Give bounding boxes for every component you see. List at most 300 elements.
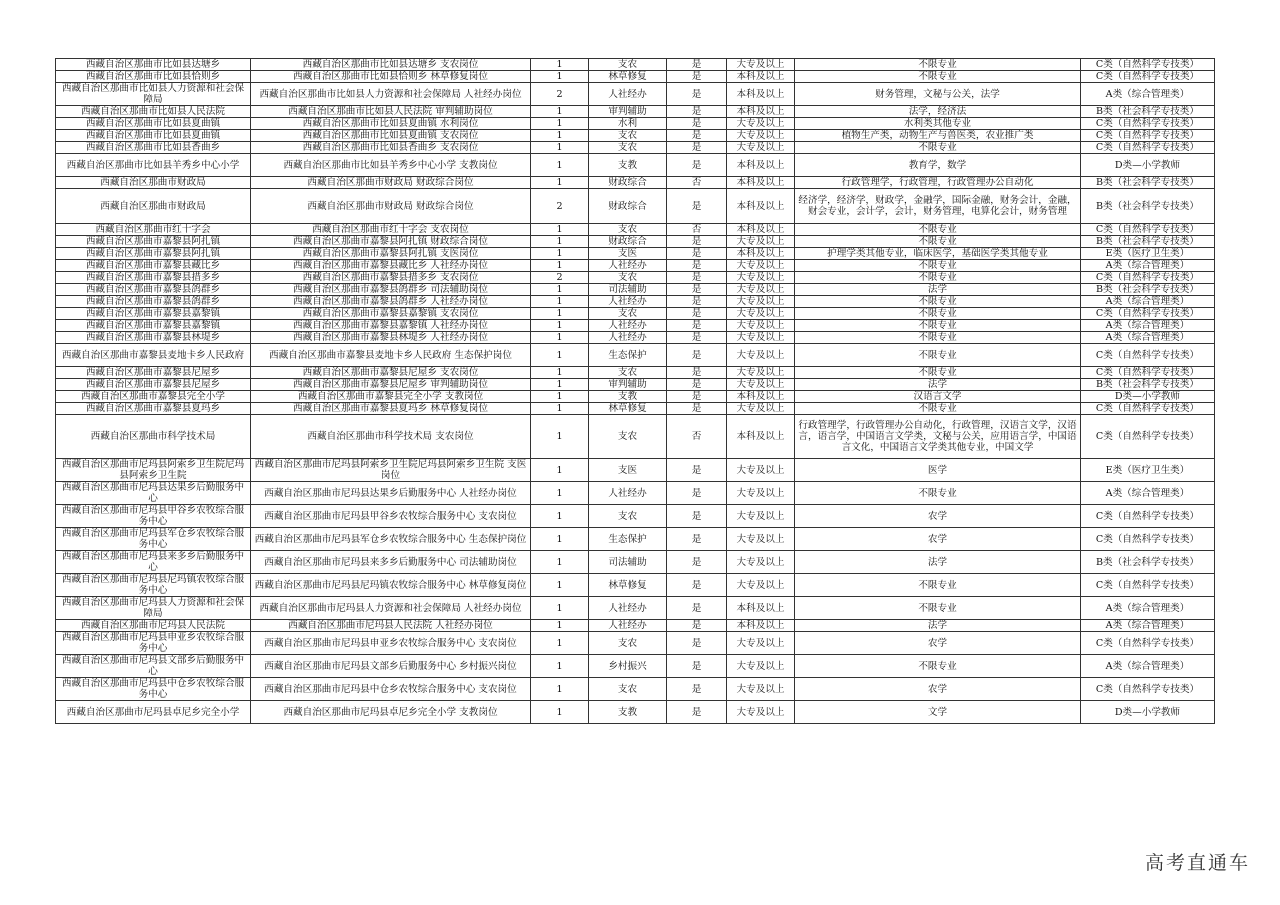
requirement-cell: 是 [667,154,727,177]
headcount-cell: 1 [531,284,589,296]
headcount-cell: 1 [531,459,589,482]
headcount-cell: 1 [531,678,589,701]
headcount-cell: 1 [531,118,589,130]
post-type-cell: 人社经办 [589,83,667,106]
category-cell: C类（自然科学专技类） [1081,71,1215,83]
major-cell: 不限专业 [795,344,1081,367]
department-cell: 西藏自治区那曲市比如县羊秀乡中心小学 [56,154,251,177]
education-cell: 大专及以上 [727,678,795,701]
table-row [56,620,1215,632]
requirement-cell: 是 [667,551,727,574]
post-name-cell: 西藏自治区那曲市红十字会 支农岗位 [251,224,531,236]
education-cell: 大专及以上 [727,574,795,597]
education-cell: 大专及以上 [727,284,795,296]
education-cell: 本科及以上 [727,71,795,83]
education-cell: 大专及以上 [727,320,795,332]
education-cell: 大专及以上 [727,379,795,391]
post-name-cell: 西藏自治区那曲市尼玛县军仓乡农牧综合服务中心 生态保护岗位 [251,528,531,551]
requirement-cell: 是 [667,379,727,391]
department-cell: 西藏自治区那曲市嘉黎县措多乡 [56,272,251,284]
category-cell: A类（综合管理类） [1081,296,1215,308]
major-cell: 不限专业 [795,236,1081,248]
post-name-cell: 西藏自治区那曲市尼玛县中仓乡农牧综合服务中心 支农岗位 [251,678,531,701]
education-cell: 大专及以上 [727,142,795,154]
major-cell: 法学 [795,620,1081,632]
major-cell: 农学 [795,632,1081,655]
post-type-cell: 人社经办 [589,320,667,332]
post-type-cell: 支医 [589,248,667,260]
department-cell: 西藏自治区那曲市嘉黎县林堤乡 [56,332,251,344]
headcount-cell: 1 [531,106,589,118]
category-cell: B类（社会科学专技类） [1081,284,1215,296]
headcount-cell: 1 [531,574,589,597]
department-cell: 西藏自治区那曲市尼玛县人民法院 [56,620,251,632]
post-type-cell: 林草修复 [589,71,667,83]
post-name-cell: 西藏自治区那曲市嘉黎县措多乡 支农岗位 [251,272,531,284]
post-type-cell: 司法辅助 [589,284,667,296]
post-name-cell: 西藏自治区那曲市嘉黎县麦地卡乡人民政府 生态保护岗位 [251,344,531,367]
requirement-cell: 是 [667,459,727,482]
major-cell: 法学，经济法 [795,106,1081,118]
category-cell: C类（自然科学专技类） [1081,224,1215,236]
education-cell: 大专及以上 [727,403,795,415]
major-cell: 法学 [795,551,1081,574]
category-cell: C类（自然科学专技类） [1081,505,1215,528]
post-name-cell: 西藏自治区那曲市尼玛县卓尼乡完全小学 支教岗位 [251,701,531,724]
requirement-cell: 是 [667,632,727,655]
department-cell: 西藏自治区那曲市尼玛县中仓乡农牧综合服务中心 [56,678,251,701]
headcount-cell: 1 [531,391,589,403]
table-row [56,391,1215,403]
major-cell: 医学 [795,459,1081,482]
category-cell: D类—小学教师 [1081,701,1215,724]
headcount-cell: 1 [531,379,589,391]
post-type-cell: 人社经办 [589,597,667,620]
category-cell: D类—小学教师 [1081,154,1215,177]
table-row [56,224,1215,236]
category-cell: C类（自然科学专技类） [1081,344,1215,367]
requirement-cell: 是 [667,308,727,320]
category-cell: C类（自然科学专技类） [1081,308,1215,320]
requirement-cell: 是 [667,284,727,296]
post-type-cell: 支医 [589,459,667,482]
major-cell: 不限专业 [795,260,1081,272]
table-row [56,236,1215,248]
headcount-cell: 1 [531,224,589,236]
post-name-cell: 西藏自治区那曲市尼玛县甲谷乡农牧综合服务中心 支农岗位 [251,505,531,528]
education-cell: 大专及以上 [727,236,795,248]
post-name-cell: 西藏自治区那曲市比如县香曲乡 支农岗位 [251,142,531,154]
requirement-cell: 是 [667,655,727,678]
post-name-cell: 西藏自治区那曲市尼玛县来多乡后勤服务中心 司法辅助岗位 [251,551,531,574]
table-row [56,177,1215,189]
major-cell: 不限专业 [795,296,1081,308]
headcount-cell: 1 [531,177,589,189]
table-row [56,106,1215,118]
major-cell: 不限专业 [795,308,1081,320]
department-cell: 西藏自治区那曲市尼玛县来多乡后勤服务中心 [56,551,251,574]
headcount-cell: 1 [531,236,589,248]
table-row [56,260,1215,272]
table-row [56,551,1215,574]
category-cell: D类—小学教师 [1081,391,1215,403]
department-cell: 西藏自治区那曲市嘉黎县尼屋乡 [56,379,251,391]
post-type-cell: 林草修复 [589,403,667,415]
category-cell: A类（综合管理类） [1081,83,1215,106]
table-row [56,189,1215,224]
table-row [56,320,1215,332]
headcount-cell: 1 [531,551,589,574]
major-cell: 植物生产类，动物生产与兽医类，农业推广类 [795,130,1081,142]
post-type-cell: 支教 [589,701,667,724]
major-cell: 行政管理学，行政管理，行政管理办公自动化 [795,177,1081,189]
table-row [56,482,1215,505]
major-cell: 财务管理，文秘与公关，法学 [795,83,1081,106]
post-name-cell: 西藏自治区那曲市尼玛县阿索乡卫生院尼玛县阿索乡卫生院 支医岗位 [251,459,531,482]
education-cell: 本科及以上 [727,106,795,118]
table-row [56,83,1215,106]
table-row [56,272,1215,284]
post-type-cell: 支农 [589,415,667,459]
department-cell: 西藏自治区那曲市尼玛县尼玛镇农牧综合服务中心 [56,574,251,597]
major-cell: 不限专业 [795,403,1081,415]
post-name-cell: 西藏自治区那曲市嘉黎县嘉黎镇 人社经办岗位 [251,320,531,332]
post-type-cell: 生态保护 [589,344,667,367]
category-cell: B类（社会科学专技类） [1081,551,1215,574]
post-name-cell: 西藏自治区那曲市嘉黎县尼屋乡 支农岗位 [251,367,531,379]
department-cell: 西藏自治区那曲市比如县夏曲镇 [56,118,251,130]
category-cell: A类（综合管理类） [1081,655,1215,678]
major-cell: 不限专业 [795,272,1081,284]
department-cell: 西藏自治区那曲市比如县人民法院 [56,106,251,118]
category-cell: C类（自然科学专技类） [1081,528,1215,551]
major-cell: 农学 [795,678,1081,701]
education-cell: 大专及以上 [727,332,795,344]
table-row [56,655,1215,678]
table-row [56,367,1215,379]
post-name-cell: 西藏自治区那曲市尼玛县文部乡后勤服务中心 乡村振兴岗位 [251,655,531,678]
headcount-cell: 1 [531,597,589,620]
department-cell: 西藏自治区那曲市嘉黎县夏玛乡 [56,403,251,415]
post-type-cell: 支农 [589,224,667,236]
education-cell: 大专及以上 [727,344,795,367]
post-name-cell: 西藏自治区那曲市嘉黎县鸽群乡 人社经办岗位 [251,296,531,308]
headcount-cell: 1 [531,701,589,724]
positions-table [55,58,1215,724]
requirement-cell: 是 [667,391,727,403]
table-row [56,459,1215,482]
education-cell: 本科及以上 [727,620,795,632]
table-row [56,118,1215,130]
post-name-cell: 西藏自治区那曲市嘉黎县藏比乡 人社经办岗位 [251,260,531,272]
department-cell: 西藏自治区那曲市财政局 [56,189,251,224]
category-cell: B类（社会科学专技类） [1081,189,1215,224]
requirement-cell: 是 [667,528,727,551]
headcount-cell: 1 [531,344,589,367]
category-cell: A类（综合管理类） [1081,320,1215,332]
major-cell: 法学 [795,284,1081,296]
education-cell: 大专及以上 [727,130,795,142]
headcount-cell: 1 [531,59,589,71]
table-row [56,597,1215,620]
table-row [56,142,1215,154]
post-name-cell: 西藏自治区那曲市财政局 财政综合岗位 [251,177,531,189]
post-name-cell: 西藏自治区那曲市嘉黎县阿扎镇 支医岗位 [251,248,531,260]
requirement-cell: 否 [667,224,727,236]
headcount-cell: 1 [531,248,589,260]
category-cell: C类（自然科学专技类） [1081,130,1215,142]
category-cell: C类（自然科学专技类） [1081,118,1215,130]
major-cell: 护理学类其他专业，临床医学，基础医学类其他专业 [795,248,1081,260]
post-type-cell: 支教 [589,391,667,403]
table-row [56,296,1215,308]
post-name-cell: 西藏自治区那曲市比如县人力资源和社会保障局 人社经办岗位 [251,83,531,106]
education-cell: 本科及以上 [727,83,795,106]
post-type-cell: 支农 [589,272,667,284]
department-cell: 西藏自治区那曲市嘉黎县阿扎镇 [56,236,251,248]
headcount-cell: 1 [531,632,589,655]
education-cell: 大专及以上 [727,296,795,308]
table-row [56,248,1215,260]
post-type-cell: 人社经办 [589,482,667,505]
headcount-cell: 1 [531,505,589,528]
requirement-cell: 是 [667,260,727,272]
category-cell: C类（自然科学专技类） [1081,59,1215,71]
education-cell: 大专及以上 [727,701,795,724]
table-row [56,284,1215,296]
category-cell: A类（综合管理类） [1081,260,1215,272]
headcount-cell: 1 [531,308,589,320]
post-type-cell: 支教 [589,154,667,177]
headcount-cell: 1 [531,367,589,379]
headcount-cell: 2 [531,189,589,224]
major-cell: 农学 [795,505,1081,528]
education-cell: 大专及以上 [727,59,795,71]
requirement-cell: 是 [667,142,727,154]
requirement-cell: 否 [667,415,727,459]
post-name-cell: 西藏自治区那曲市嘉黎县鸽群乡 司法辅助岗位 [251,284,531,296]
major-cell: 不限专业 [795,59,1081,71]
headcount-cell: 1 [531,320,589,332]
requirement-cell: 是 [667,332,727,344]
category-cell: C类（自然科学专技类） [1081,415,1215,459]
department-cell: 西藏自治区那曲市尼玛县卓尼乡完全小学 [56,701,251,724]
post-name-cell: 西藏自治区那曲市比如县人民法院 审判辅助岗位 [251,106,531,118]
requirement-cell: 是 [667,296,727,308]
major-cell: 汉语言文学 [795,391,1081,403]
category-cell: A类（综合管理类） [1081,332,1215,344]
requirement-cell: 是 [667,106,727,118]
post-name-cell: 西藏自治区那曲市财政局 财政综合岗位 [251,189,531,224]
department-cell: 西藏自治区那曲市比如县达塘乡 [56,59,251,71]
headcount-cell: 1 [531,130,589,142]
category-cell: B类（社会科学专技类） [1081,106,1215,118]
post-type-cell: 水利 [589,118,667,130]
department-cell: 西藏自治区那曲市尼玛县申亚乡农牧综合服务中心 [56,632,251,655]
major-cell: 行政管理学，行政管理办公自动化，行政管理，汉语言文学，汉语言，语言学，中国语言文学类，文秘与公关，应用语言学，中国语言文化，中国语言文学类其他专业，中国文学 [795,415,1081,459]
department-cell: 西藏自治区那曲市尼玛县军仓乡农牧综合服务中心 [56,528,251,551]
table-row [56,505,1215,528]
post-type-cell: 人社经办 [589,260,667,272]
major-cell: 经济学，经济学，财政学，金融学，国际金融，财务会计，金融，财会专业，会计学，会计，财务管理，电算化会计，财务管理 [795,189,1081,224]
headcount-cell: 1 [531,71,589,83]
table-row [56,59,1215,71]
major-cell: 农学 [795,528,1081,551]
post-name-cell: 西藏自治区那曲市嘉黎县夏玛乡 林草修复岗位 [251,403,531,415]
major-cell: 不限专业 [795,482,1081,505]
category-cell: B类（社会科学专技类） [1081,236,1215,248]
requirement-cell: 是 [667,130,727,142]
requirement-cell: 是 [667,118,727,130]
department-cell: 西藏自治区那曲市比如县夏曲镇 [56,130,251,142]
post-name-cell: 西藏自治区那曲市尼玛县申亚乡农牧综合服务中心 支农岗位 [251,632,531,655]
requirement-cell: 是 [667,367,727,379]
department-cell: 西藏自治区那曲市比如县恰则乡 [56,71,251,83]
major-cell: 文学 [795,701,1081,724]
post-name-cell: 西藏自治区那曲市尼玛县人民法院 人社经办岗位 [251,620,531,632]
post-type-cell: 审判辅助 [589,379,667,391]
education-cell: 本科及以上 [727,415,795,459]
post-type-cell: 林草修复 [589,574,667,597]
headcount-cell: 1 [531,415,589,459]
post-name-cell: 西藏自治区那曲市尼玛县尼玛镇农牧综合服务中心 林草修复岗位 [251,574,531,597]
positions-table-body [56,59,1215,724]
requirement-cell: 是 [667,701,727,724]
requirement-cell: 是 [667,59,727,71]
department-cell: 西藏自治区那曲市比如县人力资源和社会保障局 [56,83,251,106]
table-row [56,154,1215,177]
education-cell: 大专及以上 [727,505,795,528]
post-name-cell: 西藏自治区那曲市嘉黎县阿扎镇 财政综合岗位 [251,236,531,248]
table-row [56,379,1215,391]
department-cell: 西藏自治区那曲市嘉黎县鸽群乡 [56,284,251,296]
education-cell: 大专及以上 [727,118,795,130]
headcount-cell: 1 [531,296,589,308]
education-cell: 大专及以上 [727,655,795,678]
post-type-cell: 支农 [589,308,667,320]
education-cell: 大专及以上 [727,459,795,482]
post-name-cell: 西藏自治区那曲市比如县恰则乡 林草修复岗位 [251,71,531,83]
post-name-cell: 西藏自治区那曲市嘉黎县完全小学 支教岗位 [251,391,531,403]
requirement-cell: 是 [667,71,727,83]
department-cell: 西藏自治区那曲市嘉黎县嘉黎镇 [56,320,251,332]
department-cell: 西藏自治区那曲市嘉黎县藏比乡 [56,260,251,272]
education-cell: 大专及以上 [727,308,795,320]
requirement-cell: 是 [667,189,727,224]
headcount-cell: 2 [531,272,589,284]
post-type-cell: 支农 [589,505,667,528]
post-type-cell: 审判辅助 [589,106,667,118]
department-cell: 西藏自治区那曲市嘉黎县尼屋乡 [56,367,251,379]
department-cell: 西藏自治区那曲市财政局 [56,177,251,189]
department-cell: 西藏自治区那曲市尼玛县阿索乡卫生院尼玛县阿索乡卫生院 [56,459,251,482]
headcount-cell: 1 [531,528,589,551]
post-type-cell: 生态保护 [589,528,667,551]
category-cell: E类（医疗卫生类） [1081,459,1215,482]
table-row [56,678,1215,701]
education-cell: 大专及以上 [727,272,795,284]
requirement-cell: 是 [667,344,727,367]
major-cell: 不限专业 [795,367,1081,379]
headcount-cell: 1 [531,260,589,272]
post-type-cell: 支农 [589,59,667,71]
table-row [56,415,1215,459]
post-type-cell: 财政综合 [589,177,667,189]
headcount-cell: 1 [531,154,589,177]
requirement-cell: 是 [667,236,727,248]
table-row [56,632,1215,655]
education-cell: 本科及以上 [727,391,795,403]
headcount-cell: 1 [531,142,589,154]
headcount-cell: 2 [531,83,589,106]
category-cell: C类（自然科学专技类） [1081,632,1215,655]
post-type-cell: 财政综合 [589,236,667,248]
major-cell: 法学 [795,379,1081,391]
major-cell: 不限专业 [795,574,1081,597]
department-cell: 西藏自治区那曲市嘉黎县阿扎镇 [56,248,251,260]
category-cell: C类（自然科学专技类） [1081,367,1215,379]
headcount-cell: 1 [531,482,589,505]
category-cell: C类（自然科学专技类） [1081,678,1215,701]
requirement-cell: 是 [667,505,727,528]
department-cell: 西藏自治区那曲市嘉黎县鸽群乡 [56,296,251,308]
category-cell: B类（社会科学专技类） [1081,177,1215,189]
post-name-cell: 西藏自治区那曲市科学技术局 支农岗位 [251,415,531,459]
table-row [56,528,1215,551]
table-row [56,71,1215,83]
major-cell: 教育学，数学 [795,154,1081,177]
post-name-cell: 西藏自治区那曲市比如县羊秀乡中心小学 支教岗位 [251,154,531,177]
table-row [56,701,1215,724]
category-cell: C类（自然科学专技类） [1081,142,1215,154]
education-cell: 大专及以上 [727,632,795,655]
table-row [56,403,1215,415]
education-cell: 本科及以上 [727,597,795,620]
education-cell: 大专及以上 [727,367,795,379]
table-row [56,344,1215,367]
post-type-cell: 支农 [589,678,667,701]
post-name-cell: 西藏自治区那曲市比如县夏曲镇 水利岗位 [251,118,531,130]
department-cell: 西藏自治区那曲市尼玛县达果乡后勤服务中心 [56,482,251,505]
category-cell: B类（社会科学专技类） [1081,379,1215,391]
requirement-cell: 否 [667,177,727,189]
post-type-cell: 支农 [589,632,667,655]
headcount-cell: 1 [531,620,589,632]
department-cell: 西藏自治区那曲市比如县香曲乡 [56,142,251,154]
post-type-cell: 人社经办 [589,296,667,308]
major-cell: 不限专业 [795,597,1081,620]
post-type-cell: 财政综合 [589,189,667,224]
post-name-cell: 西藏自治区那曲市比如县达塘乡 支农岗位 [251,59,531,71]
education-cell: 大专及以上 [727,528,795,551]
requirement-cell: 是 [667,678,727,701]
major-cell: 不限专业 [795,142,1081,154]
post-type-cell: 人社经办 [589,620,667,632]
requirement-cell: 是 [667,574,727,597]
major-cell: 不限专业 [795,71,1081,83]
department-cell: 西藏自治区那曲市嘉黎县嘉黎镇 [56,308,251,320]
requirement-cell: 是 [667,597,727,620]
requirement-cell: 是 [667,620,727,632]
post-type-cell: 人社经办 [589,332,667,344]
requirement-cell: 是 [667,272,727,284]
post-name-cell: 西藏自治区那曲市嘉黎县林堤乡 人社经办岗位 [251,332,531,344]
education-cell: 本科及以上 [727,224,795,236]
requirement-cell: 是 [667,320,727,332]
department-cell: 西藏自治区那曲市嘉黎县完全小学 [56,391,251,403]
category-cell: A类（综合管理类） [1081,597,1215,620]
requirement-cell: 是 [667,482,727,505]
